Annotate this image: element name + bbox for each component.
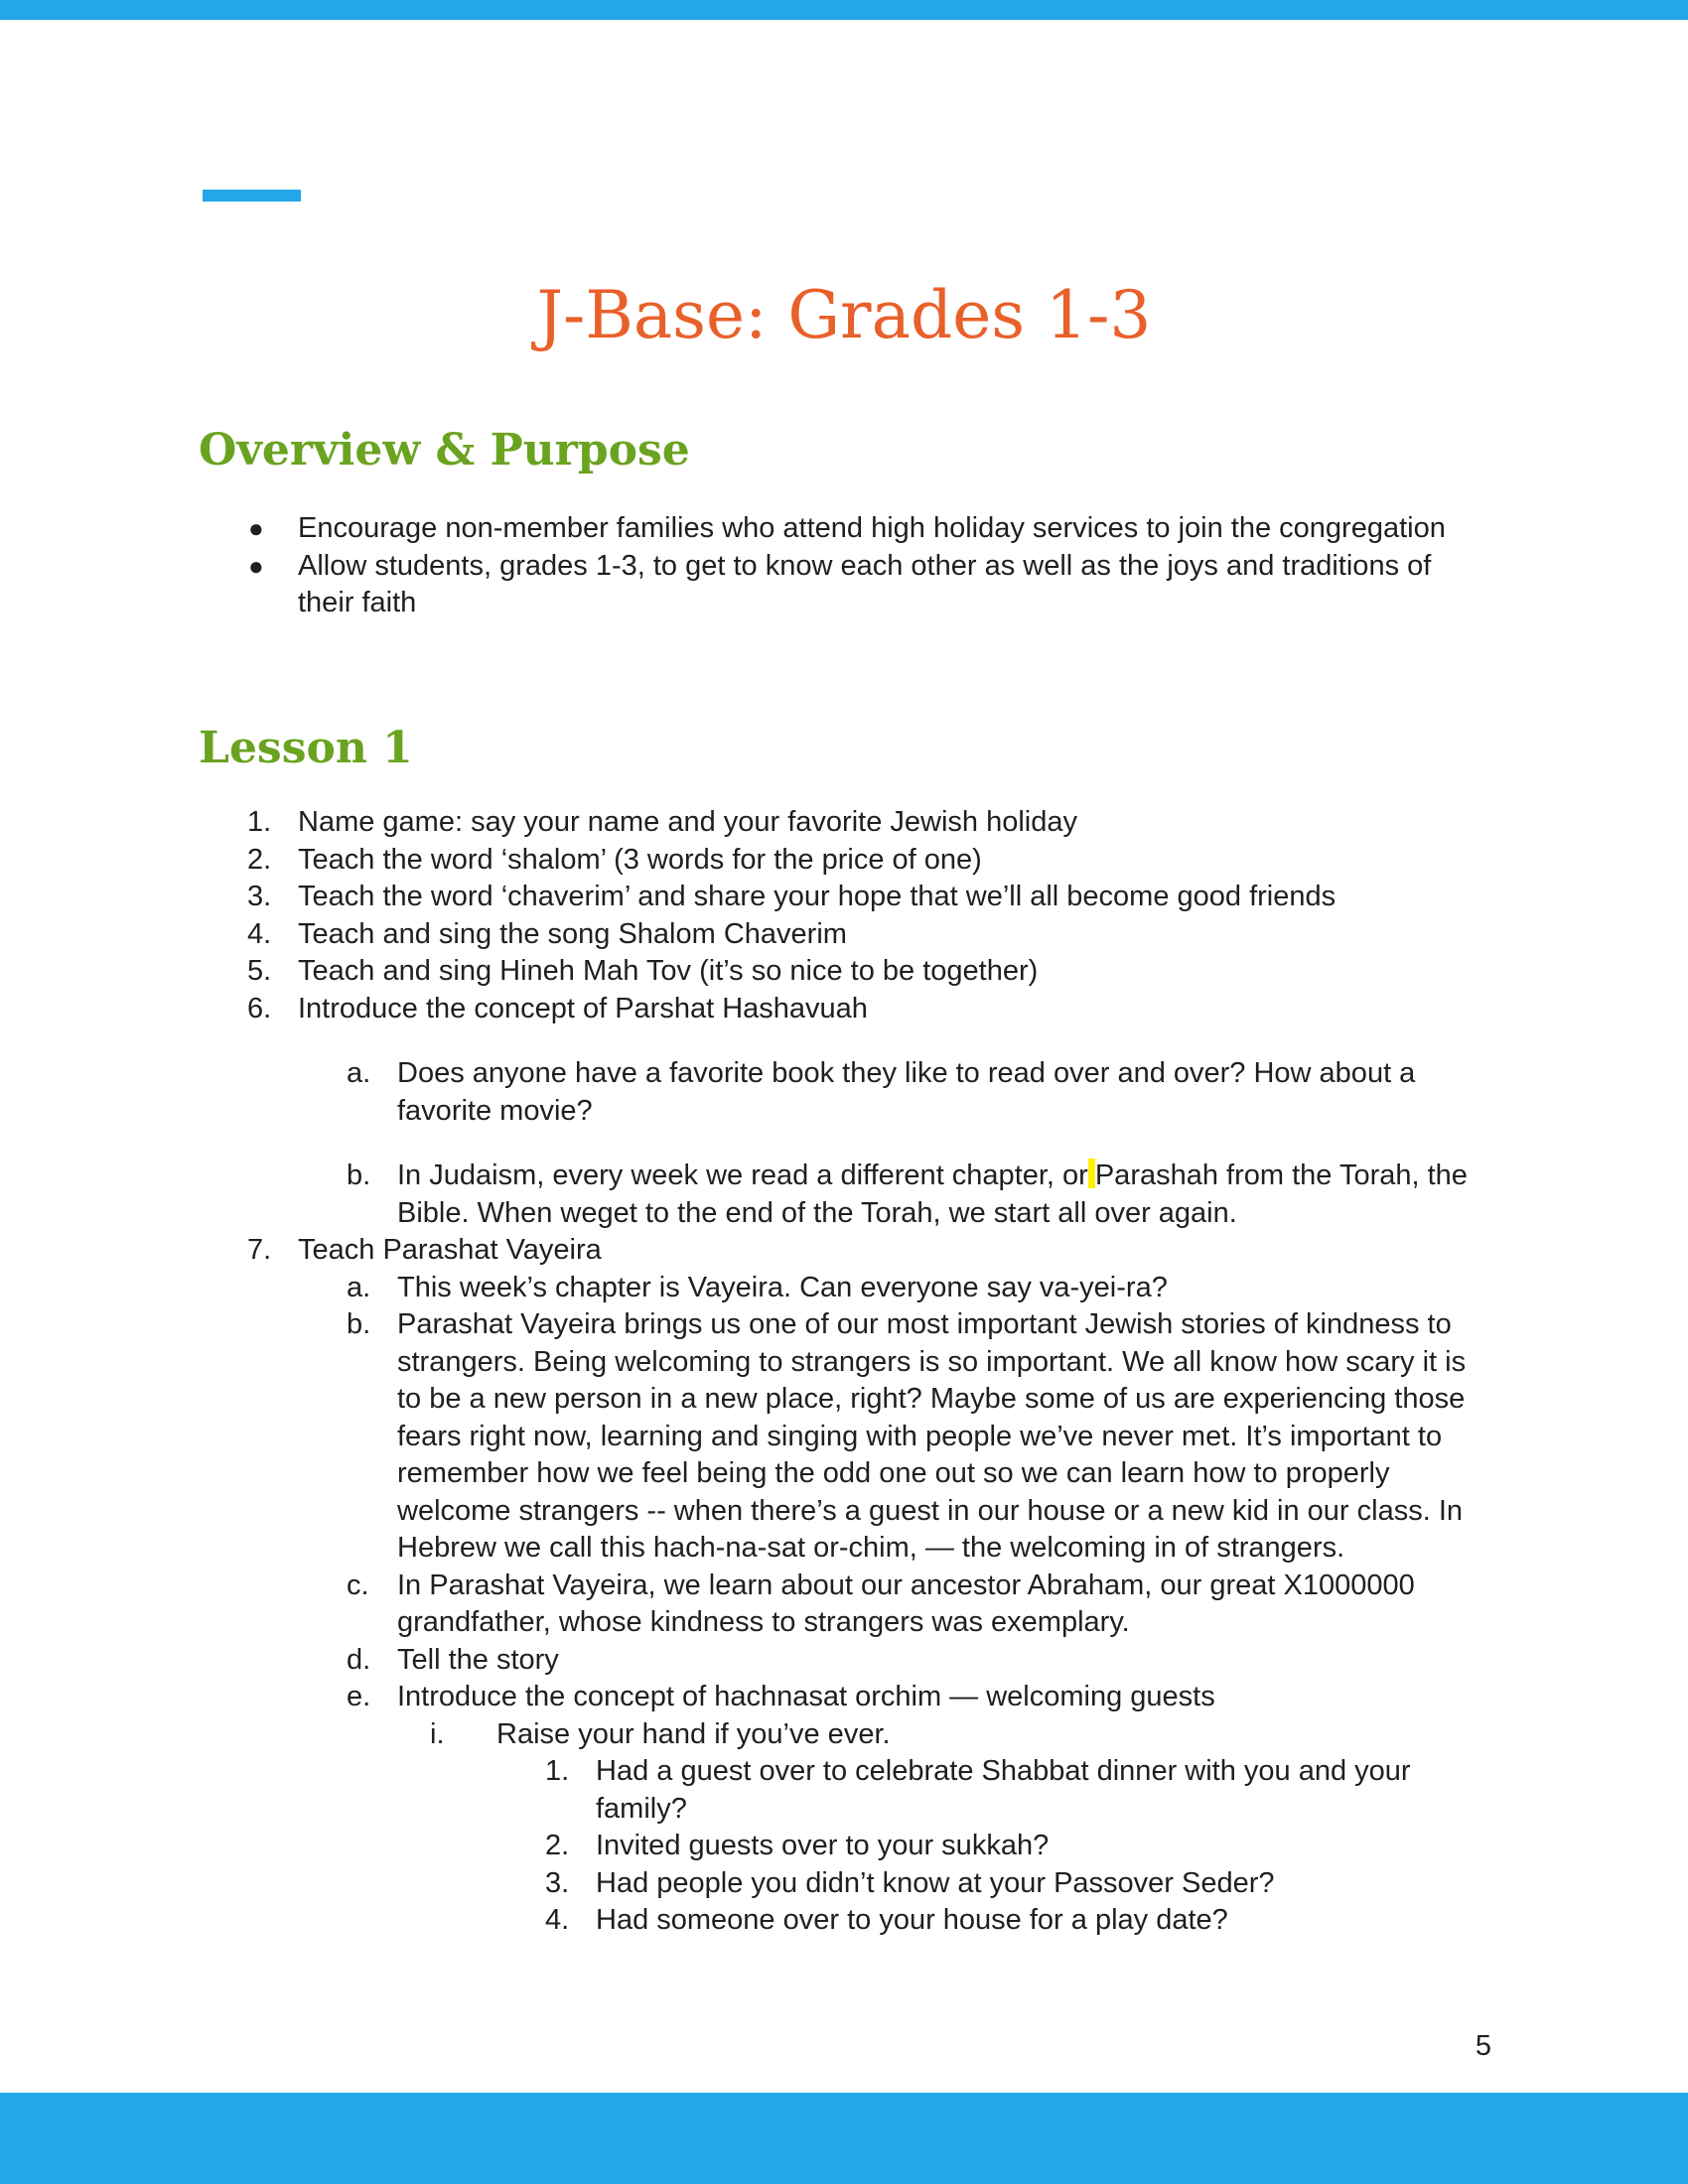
overview-heading: Overview & Purpose [199, 425, 690, 476]
list-item [0, 916, 1688, 954]
list-item [0, 1902, 1688, 1940]
list-item [0, 1828, 1688, 1865]
list-item-text: Teach and sing Hineh Mah Tov (it’s so nice to be together) [298, 955, 1039, 987]
list-item-text: Raise your hand if you’ve ever. [496, 1717, 891, 1750]
bottom-accent-bar [0, 2093, 1688, 2184]
list-marker: 2. [545, 1830, 570, 1861]
bullet-icon: ● [248, 513, 264, 543]
list-item-text: Invited guests over to your sukkah? [596, 1830, 1050, 1861]
list-marker: i. [430, 1717, 445, 1750]
list-item [0, 1716, 1688, 1754]
document-title: J-Base: Grades 1-3 [536, 277, 1152, 353]
list-marker: 6. [247, 992, 272, 1024]
list-item [0, 1568, 1688, 1642]
list-item [0, 1642, 1688, 1680]
list-item [0, 879, 1688, 916]
list-item [0, 953, 1688, 991]
list-item-text: Had someone over to your house for a play date? [596, 1904, 1228, 1936]
list-marker: c. [347, 1569, 369, 1601]
list-item [0, 548, 1688, 622]
list-item-text: Introduce the concept of Parshat Hashavuah [298, 992, 868, 1024]
list-item-text: Tell the story [397, 1643, 559, 1676]
list-marker: 5. [247, 955, 272, 987]
list-marker: 7. [247, 1234, 272, 1266]
list-item [0, 1232, 1688, 1270]
list-item-text: Encourage non-member families who attend high holiday services to join the congregation [298, 512, 1446, 544]
list-item [0, 510, 1688, 548]
bullet-icon: ● [248, 550, 264, 581]
list-item-text [397, 1158, 1494, 1232]
top-accent-bar [0, 0, 1688, 20]
text-highlight-mark [1088, 1159, 1095, 1188]
list-item-text: This week’s chapter is Vayeira. Can everyone say va-yei-ra? [397, 1271, 1168, 1303]
list-marker: b. [347, 1160, 371, 1191]
list-marker: b. [347, 1308, 371, 1340]
list-marker: 4. [545, 1904, 570, 1936]
list-item [0, 842, 1688, 880]
list-item [0, 1306, 1688, 1568]
accent-dash [203, 190, 301, 202]
list-item-text: Parashat Vayeira brings us one of our most important Jewish stories of kindness to strangers. Being welcoming to strangers is so important. We all know how scary it is to be a new person in a new place, right? Maybe some of us are experiencing those fears right now, learning and singing with people we’ve never met. It’s important to remember how we feel being the odd one out so we can learn how to properly welcome strangers -- when there’s a guest in our house or a new kid in our class. In Hebrew we call this hach-na-sat or-chim, — the welcoming in of strangers. [397, 1308, 1467, 1564]
lesson-1-list [0, 804, 1688, 1940]
list-item-text: Allow students, grades 1-3, to get to know each other as well as the joys and traditions of their faith [298, 549, 1432, 618]
list-marker: 4. [247, 917, 272, 950]
list-item [0, 804, 1688, 842]
overview-bullet-list [0, 510, 1688, 622]
list-item [0, 1158, 1688, 1232]
list-marker: d. [347, 1643, 371, 1676]
list-marker: e. [347, 1681, 371, 1712]
lesson-1-heading: Lesson 1 [199, 723, 413, 773]
list-item-text: Had a guest over to celebrate Shabbat dinner with you and your family? [596, 1755, 1411, 1825]
list-item-text: Introduce the concept of hachnasat orchim — welcoming guests [397, 1681, 1215, 1712]
list-item-text: Teach Parashat Vayeira [298, 1234, 602, 1266]
page-number: 5 [1475, 2030, 1491, 2062]
list-marker: 3. [545, 1866, 570, 1899]
list-item [0, 1753, 1688, 1828]
list-item-text: Teach the word ‘chaverim’ and share your hope that we’ll all become good friends [298, 881, 1336, 912]
list-item [0, 991, 1688, 1028]
list-item-text: Does anyone have a favorite book they like to read over and over? How about a favorite movie? [397, 1057, 1416, 1127]
list-item-text: Had people you didn’t know at your Passover Seder? [596, 1866, 1275, 1899]
text-segment: Parashah from the Torah, the Bible. When weget to the end of the Torah, we start all over again. [397, 1160, 1468, 1229]
list-item-text: Teach the word ‘shalom’ (3 words for the price of one) [298, 843, 982, 876]
list-marker: 1. [545, 1755, 570, 1787]
list-item [0, 1865, 1688, 1903]
list-marker: a. [347, 1271, 371, 1303]
list-marker: a. [347, 1057, 371, 1089]
list-item-text: Teach and sing the song Shalom Chaverim [298, 917, 847, 950]
list-marker: 2. [247, 843, 272, 876]
list-item-text: In Parashat Vayeira, we learn about our ancestor Abraham, our great X1000000 grandfather, whose kindness to strangers was exemplary. [397, 1569, 1415, 1638]
list-item [0, 1055, 1688, 1130]
list-marker: 3. [247, 881, 272, 912]
list-item [0, 1270, 1688, 1307]
text-segment: In Judaism, every week we read a different chapter, or [397, 1160, 1088, 1191]
list-item [0, 1679, 1688, 1716]
list-item-text: Name game: say your name and your favorite Jewish holiday [298, 806, 1077, 838]
list-marker: 1. [247, 806, 272, 838]
